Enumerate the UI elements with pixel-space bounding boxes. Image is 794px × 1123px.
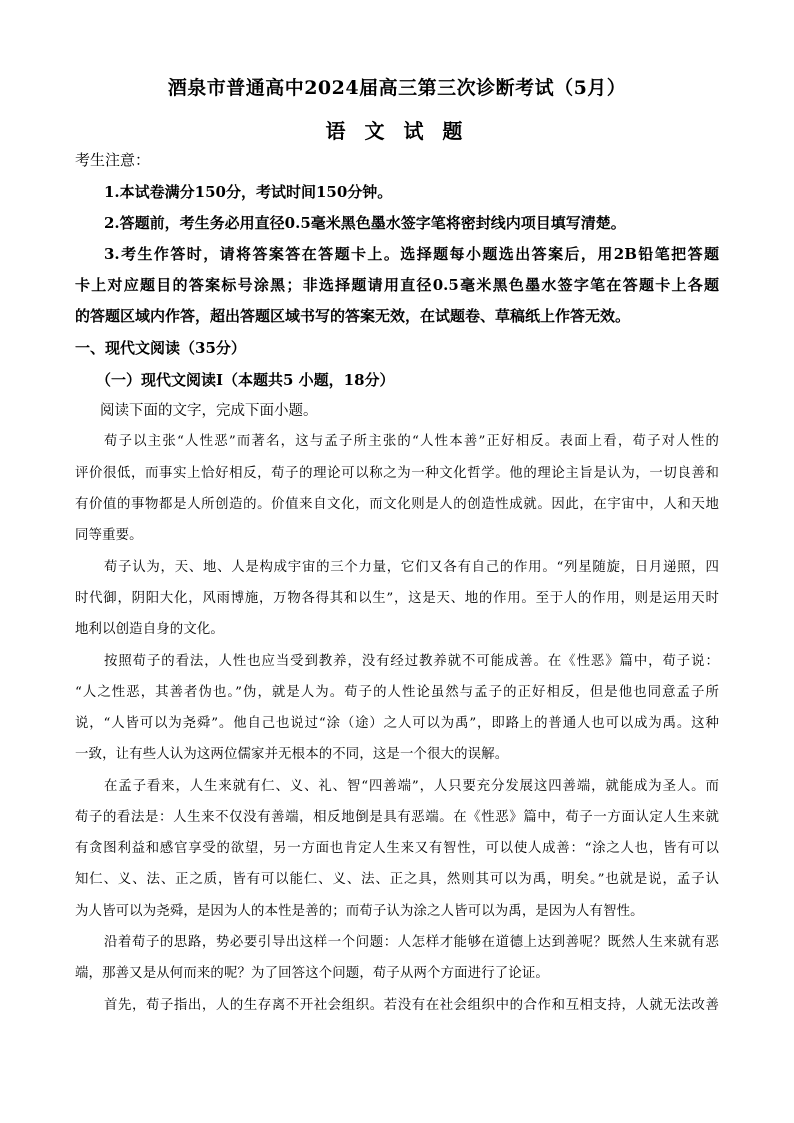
reading-instruction: 阅读下面的文字，完成下面小题。 <box>100 403 318 419</box>
passage-line: 荀子认为，天、地、人是构成宇宙的三个力量，它们又各有自己的作用。“列星随旋，日月递照，四 <box>104 560 719 575</box>
passage-line: 端，那善又是从何而来的呢？为了回答这个问题，荀子从两个方面进行了论证。 <box>75 966 549 981</box>
section-heading: 一、现代文阅读（35分） <box>75 339 246 357</box>
notice-line: 卡上对应题目的答案标号涂黑；非选择题请用直径0.5毫米黑色墨水签字笔在答题卡上各题 <box>75 276 719 294</box>
notice-heading: 考生注意： <box>75 151 151 169</box>
passage-line: 说，“人皆可以为尧舜”。他自己也说过“涂（途）之人可以为禹”，即路上的普通人也可以成为禹。这种 <box>75 716 719 731</box>
subsection-heading: （一）现代文阅读Ⅰ（本题共5 小题，18分） <box>96 371 395 389</box>
passage-line: 地利以创造自身的文化。 <box>75 622 224 637</box>
notice-line: 1.本试卷满分150分，考试时间150分钟。 <box>104 183 393 201</box>
passage-line: 时代御，阴阳大化，风雨博施，万物各得其和以生”，这是天、地的作用。至于人的作用，则是运用天时 <box>75 591 719 606</box>
passage-line: 首先，荀子指出，人的生存离不开社会组织。若没有在社会组织中的合作和互相支持，人就无法改善 <box>104 998 719 1013</box>
notice-line: 2.答题前，考生务必用直径0.5毫米黑色墨水签字笔将密封线内项目填写清楚。 <box>104 214 626 232</box>
passage-line: “人之性恶，其善者伪也。”伪，就是人为。荀子的人性论虽然与孟子的正好相反，但是他也同意孟子所 <box>75 685 719 700</box>
exam-title: 酒泉市普通高中2024届高三第三次诊断考试（5月） <box>167 77 627 99</box>
notice-line: 3.考生作答时，请将答案答在答题卡上。选择题每小题选出答案后，用2B铅笔把答题 <box>104 245 719 263</box>
passage-line: 有贪图利益和感官享受的欲望，另一方面也肯定人生来又有智性，可以使人成善：“涂之人也，皆有可以 <box>75 841 719 856</box>
passage-line: 评价很低，而事实上恰好相反，荀子的理论可以称之为一种文化哲学。他的理论主旨是认为，一切良善和 <box>75 466 719 481</box>
passage-line: 在孟子看来，人生来就有仁、义、礼、智“四善端”，人只要充分发展这四善端，就能成为圣人。而 <box>104 779 719 794</box>
exam-subject: 语 文 试 题 <box>325 119 469 143</box>
passage-line: 荀子的看法是：人生来不仅没有善端，相反地倒是具有恶端。在《性恶》篇中，荀子一方面认定人生来就 <box>75 810 719 825</box>
passage-line: 荀子以主张“人性恶”而著名，这与孟子所主张的“人性本善”正好相反。表面上看，荀子对人性的 <box>104 434 719 449</box>
notice-line: 的答题区域内作答，超出答题区域书写的答案无效，在试题卷、草稿纸上作答无效。 <box>75 307 631 325</box>
passage-line: 知仁、义、法、正之质，皆有可以能仁、义、法、正之具，然则其可以为禹，明矣。”也就是说，孟子认 <box>75 872 719 887</box>
passage-line: 沿着荀子的思路，势必要引导出这样一个问题：人怎样才能够在道德上达到善呢？既然人生来就有恶 <box>104 935 719 950</box>
passage-line: 一致，让有些人认为这两位儒家并无根本的不同，这是一个很大的误解。 <box>75 747 509 762</box>
passage-line: 按照荀子的看法，人性也应当受到教养，没有经过教养就不可能成善。在《性恶》篇中，荀子说： <box>104 654 719 669</box>
passage-line: 有价值的事物都是人所创造的。价值来自文化，而文化则是人的创造性成就。因此，在宇宙中，人和天地 <box>75 497 719 512</box>
passage-line: 为人皆可以为尧舜，是因为人的本性是善的；而荀子认为涂之人皆可以为禹，是因为人有智性。 <box>75 904 644 919</box>
passage-line: 同等重要。 <box>75 528 143 543</box>
